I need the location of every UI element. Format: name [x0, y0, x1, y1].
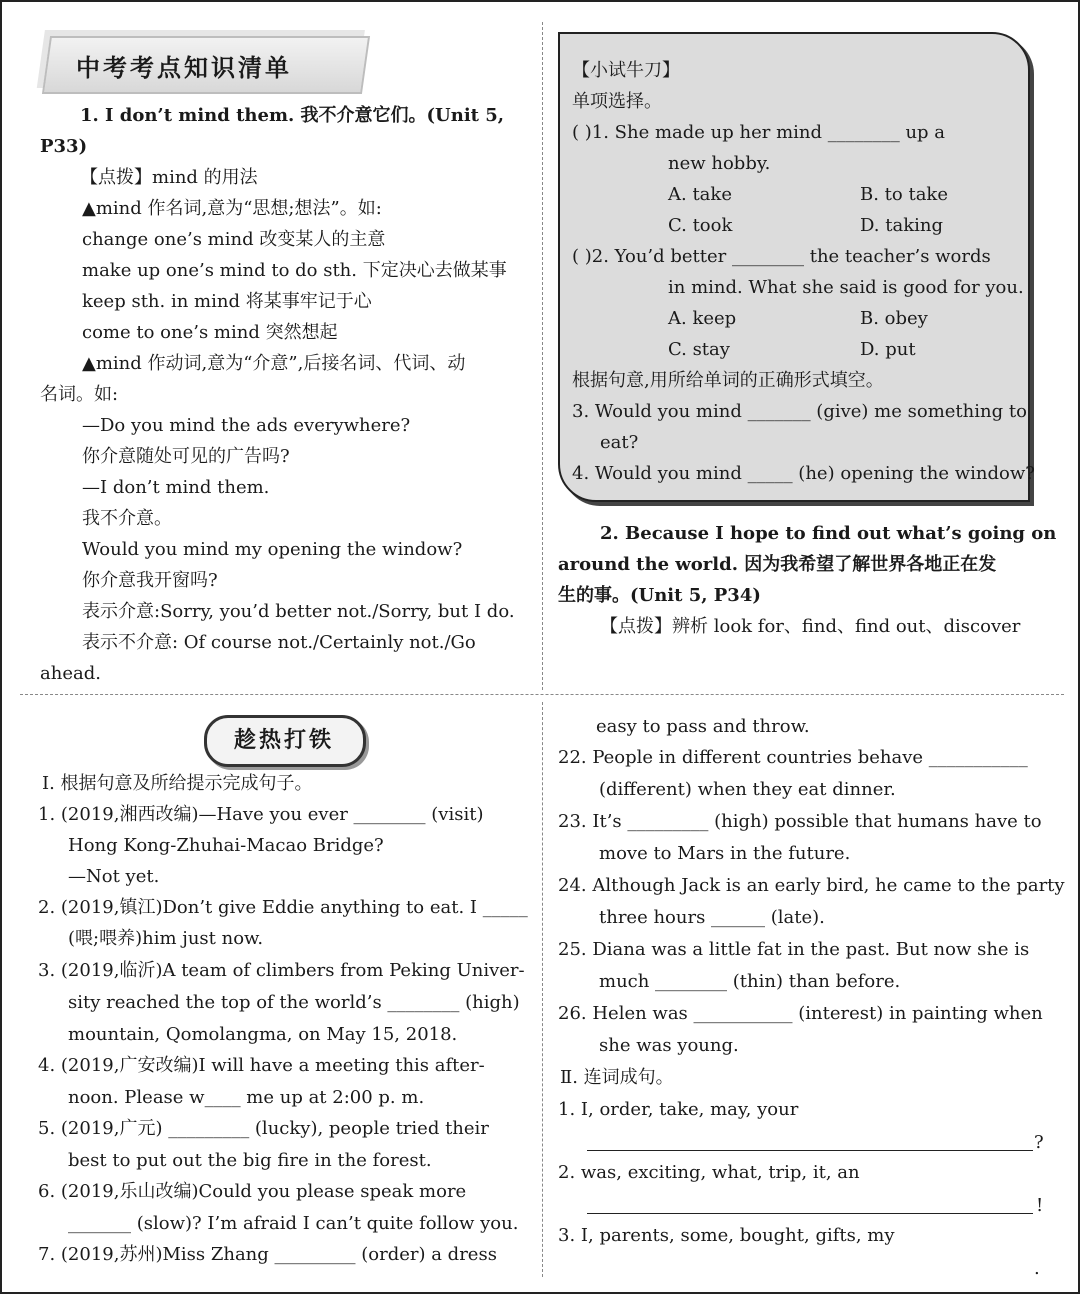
exercise-item-cont: move to Mars in the future.: [599, 843, 851, 864]
text-line: ▲mind 作名词,意为“思想;想法”。如:: [82, 198, 382, 219]
exercise-item: 22. People in different countries behave ___________: [558, 747, 1028, 768]
point-heading-2-cont: 生的事。(Unit 5, P34): [558, 585, 761, 606]
exercise-item-cont: (喂;喂养)him just now.: [68, 928, 264, 949]
exercise-item-cont: best to put out the big fire in the forest.: [68, 1150, 432, 1171]
text-line: change one’s mind 改变某人的主意: [82, 229, 386, 250]
point-heading-2: 2. Because I hope to find out what’s going on: [600, 523, 1057, 544]
tip-label-2: 【点拨】辨析 look for、find、find out、discover: [600, 616, 1021, 637]
exercise-item-cont: _______ (slow)? I’m afraid I can’t quite follow you.: [68, 1213, 519, 1234]
quiz-question-3: 3. Would you mind _______ (give) me something to: [572, 401, 1027, 422]
answer-line[interactable]: [587, 1213, 1033, 1214]
text-line: 表示不介意: Of course not./Certainly not./Go: [82, 632, 476, 653]
option-b: B. to take: [860, 184, 948, 205]
exercise-item-cont: (different) when they eat dinner.: [599, 779, 896, 800]
text-line: 表示介意:Sorry, you’d better not./Sorry, but I do.: [82, 601, 515, 622]
text-line: make up one’s mind to do sth. 下定决心去做某事: [82, 260, 507, 281]
exercise-item-cont: Hong Kong-Zhuhai-Macao Bridge?: [68, 835, 384, 856]
quiz-question-4: 4. Would you mind _____ (he) opening the window?: [572, 463, 1035, 484]
sentence-item: 3. I, parents, some, bought, gifts, my: [558, 1225, 895, 1246]
option-c: C. stay: [668, 339, 730, 360]
quiz-question-2: ( )2. You’d better ________ the teacher’s words: [572, 246, 991, 267]
option-c: C. took: [668, 215, 733, 236]
end-punctuation: !: [1036, 1195, 1044, 1216]
quiz-question-1: ( )1. She made up her mind ________ up a: [572, 122, 946, 143]
exercise-item: 25. Diana was a little fat in the past. But now she is: [558, 939, 1030, 960]
exercise-item: 26. Helen was ___________ (interest) in painting when: [558, 1003, 1043, 1024]
practice-title: 趁热打铁: [234, 728, 335, 753]
end-punctuation: ?: [1034, 1132, 1044, 1153]
exercise-item: 5. (2019,广元) _________ (lucky), people tried their: [38, 1118, 489, 1139]
exercise-item-cont: —Not yet.: [68, 866, 160, 887]
column-divider-top: [542, 22, 543, 690]
sentence-item: 1. I, order, take, may, your: [558, 1099, 799, 1120]
quiz-title: 【小试牛刀】: [572, 60, 680, 81]
end-punctuation: .: [1034, 1258, 1040, 1279]
quiz-question-3-cont: eat?: [600, 432, 639, 453]
exercise-item-cont: noon. Please w____ me up at 2:00 p. m.: [68, 1087, 425, 1108]
exercise-section-heading: Ⅱ. 连词成句。: [560, 1067, 674, 1088]
option-b: B. obey: [860, 308, 928, 329]
banner-title: 中考考点知识清单: [76, 54, 292, 82]
exercise-item-cont: sity reached the top of the world’s ________ (high): [68, 992, 520, 1013]
text-line: 你介意我开窗吗?: [82, 570, 218, 591]
exercise-item: 3. (2019,临沂)A team of climbers from Peking Univer-: [38, 960, 525, 981]
exercise-section-heading: Ⅰ. 根据句意及所给提示完成句子。: [42, 773, 313, 794]
section-divider: [20, 694, 1064, 695]
text-line: come to one’s mind 突然想起: [82, 322, 338, 343]
quiz-instruction-2: 根据句意,用所给单词的正确形式填空。: [572, 370, 884, 391]
exercise-item-cont: easy to pass and throw.: [596, 716, 810, 737]
exercise-item: 6. (2019,乐山改编)Could you please speak more: [38, 1181, 467, 1202]
text-line: —I don’t mind them.: [82, 477, 270, 498]
text-line: 名词。如:: [40, 384, 119, 405]
answer-line[interactable]: [587, 1150, 1033, 1151]
option-d: D. taking: [860, 215, 943, 236]
quiz-instruction: 单项选择。: [572, 91, 662, 112]
option-a: A. take: [668, 184, 732, 205]
column-divider-bottom: [542, 702, 543, 1277]
text-line: Would you mind my opening the window?: [82, 539, 463, 560]
exercise-item-cont: mountain, Qomolangma, on May 15, 2018.: [68, 1024, 458, 1045]
exercise-item: 2. (2019,镇江)Don’t give Eddie anything to eat. I _____: [38, 897, 528, 918]
exercise-item: 23. It’s _________ (high) possible that humans have to: [558, 811, 1042, 832]
text-line: ▲mind 作动词,意为“介意”,后接名词、代词、动: [82, 353, 466, 374]
quiz-question-2-cont: in mind. What she said is good for you.: [668, 277, 1024, 298]
exercise-item-cont: three hours ______ (late).: [599, 907, 825, 928]
point-heading-cont: P33): [40, 136, 88, 157]
text-line: —Do you mind the ads everywhere?: [82, 415, 411, 436]
tip-label: 【点拨】mind 的用法: [80, 167, 258, 188]
text-line: ahead.: [40, 663, 101, 684]
exercise-item: 4. (2019,广安改编)I will have a meeting this after-: [38, 1055, 485, 1076]
sentence-item: 2. was, exciting, what, trip, it, an: [558, 1162, 860, 1183]
option-d: D. put: [860, 339, 916, 360]
point-heading: 1. I don’t mind them. 我不介意它们。(Unit 5,: [80, 105, 505, 126]
exercise-item: 24. Although Jack is an early bird, he came to the party: [558, 875, 1065, 896]
exercise-item-cont: much ________ (thin) than before.: [599, 971, 901, 992]
quiz-question-1-cont: new hobby.: [668, 153, 771, 174]
option-a: A. keep: [668, 308, 737, 329]
text-line: keep sth. in mind 将某事牢记于心: [82, 291, 372, 312]
exercise-item: 1. (2019,湘西改编)—Have you ever ________ (visit): [38, 804, 484, 825]
exercise-item-cont: she was young.: [599, 1035, 739, 1056]
point-heading-2-cont: around the world. 因为我希望了解世界各地正在发: [558, 554, 997, 575]
text-line: 你介意随处可见的广告吗?: [82, 446, 290, 467]
text-line: 我不介意。: [82, 508, 172, 529]
exercise-item: 7. (2019,苏州)Miss Zhang _________ (order) a dress: [38, 1244, 497, 1265]
